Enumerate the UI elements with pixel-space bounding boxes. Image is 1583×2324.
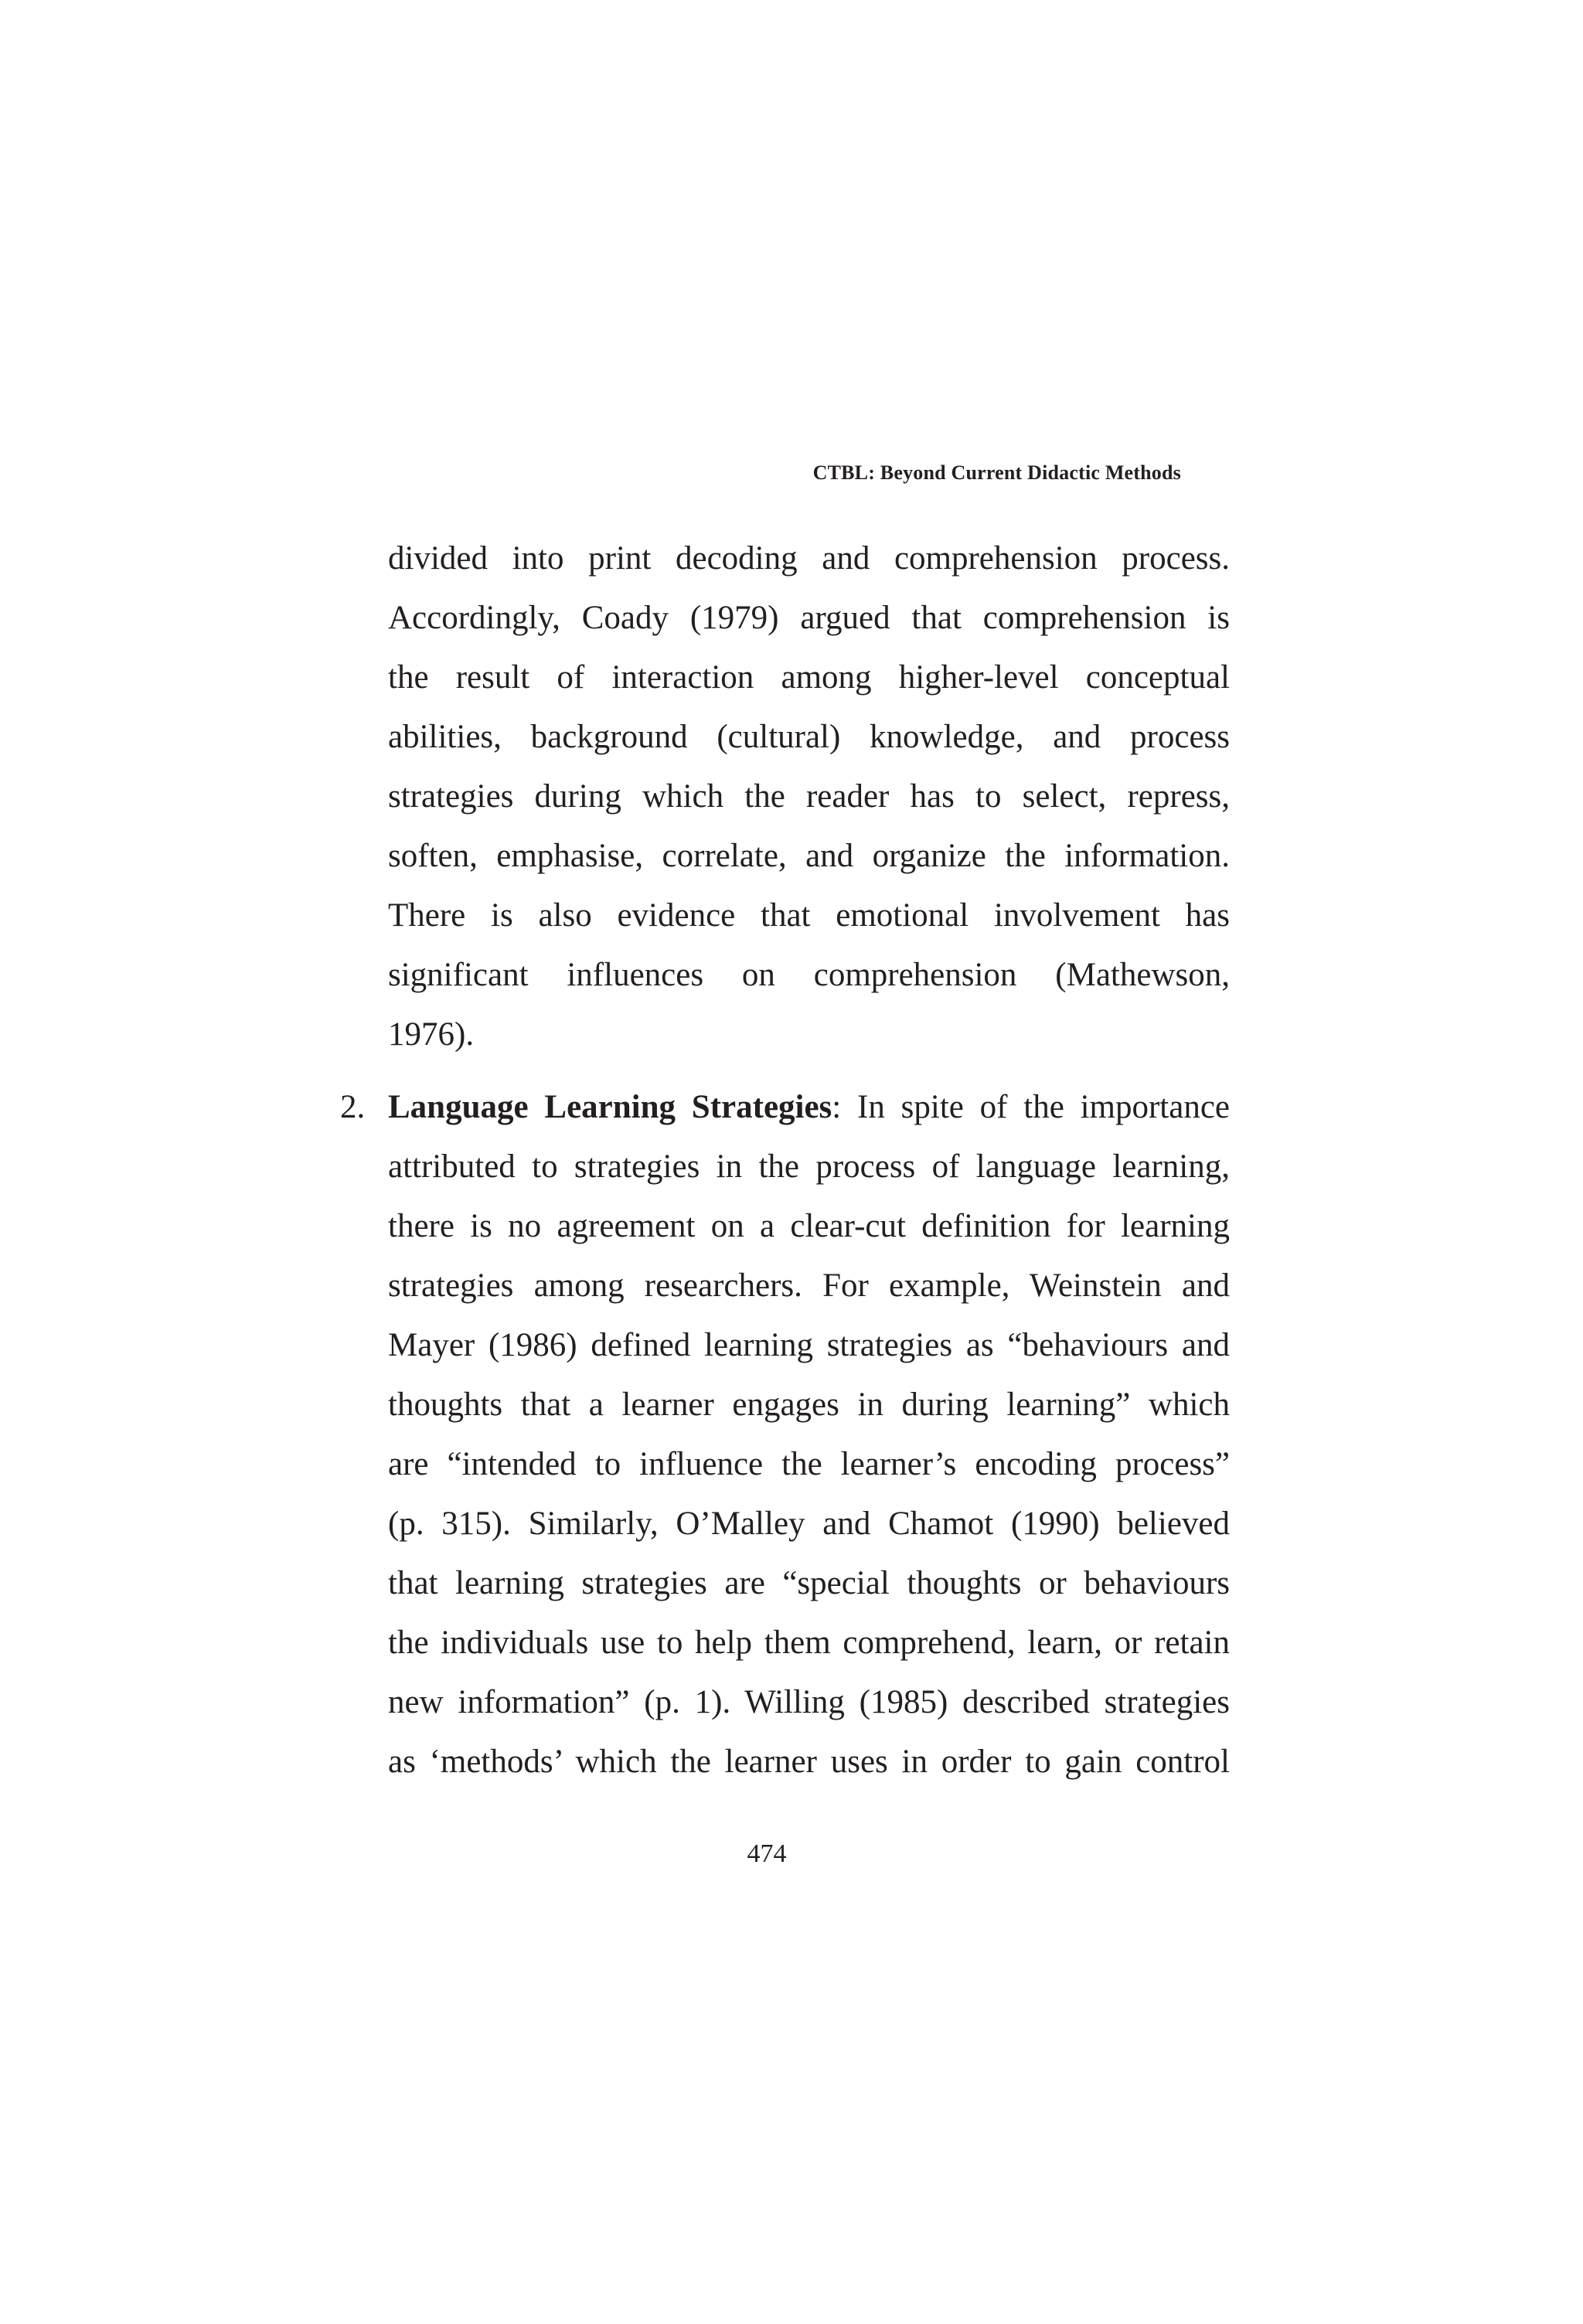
- text-line: Mayer (1986) defined learning strategies as “behaviours and: [388, 1327, 1230, 1363]
- first-line-rest: : In spite of the importance: [832, 1089, 1230, 1125]
- running-header: CTBL: Beyond Current Didactic Methods: [812, 461, 1181, 484]
- text-line: as ‘methods’ which the learner uses in order to gain control: [388, 1744, 1230, 1780]
- text-line: 1976).: [388, 1016, 475, 1053]
- text-line: significant influences on comprehension (Mathewson,: [388, 957, 1230, 993]
- text-line: attributed to strategies in the process of language learning,: [388, 1148, 1230, 1185]
- text-line: the result of interaction among higher-level conceptual: [388, 659, 1230, 696]
- text-line: are “intended to influence the learner’s encoding process”: [388, 1446, 1230, 1482]
- text-line: thoughts that a learner engages in during learning” which: [388, 1387, 1230, 1423]
- page-number: 474: [747, 1839, 787, 1868]
- text-line: there is no agreement on a clear-cut definition for learning: [388, 1208, 1230, 1244]
- text-line: There is also evidence that emotional involvement has: [388, 897, 1230, 934]
- list-item-number: 2.: [340, 1089, 366, 1125]
- text-line: (p. 315). Similarly, O’Malley and Chamot (1990) believed: [388, 1506, 1230, 1542]
- text-line: new information” (p. 1). Willing (1985) described strategies: [388, 1684, 1230, 1720]
- text-line: abilities, background (cultural) knowledge, and process: [388, 719, 1230, 755]
- paragraph-continuation: [388, 529, 1230, 1064]
- list-item-first-line: [388, 1077, 1230, 1137]
- text-line: strategies during which the reader has to select, repress,: [388, 778, 1230, 815]
- text-line: strategies among researchers. For example, Weinstein and: [388, 1267, 1230, 1304]
- text-line: soften, emphasise, correlate, and organize the information.: [388, 838, 1230, 874]
- text-line: divided into print decoding and comprehension process.: [388, 540, 1230, 577]
- text-line: Accordingly, Coady (1979) argued that comprehension is: [388, 600, 1230, 636]
- defined-term: Language Learning Strategies: [388, 1089, 832, 1125]
- list-item-body: [388, 1077, 1230, 1791]
- text-line: the individuals use to help them comprehend, learn, or retain: [388, 1625, 1230, 1661]
- text-line: that learning strategies are “special thoughts or behaviours: [388, 1565, 1230, 1601]
